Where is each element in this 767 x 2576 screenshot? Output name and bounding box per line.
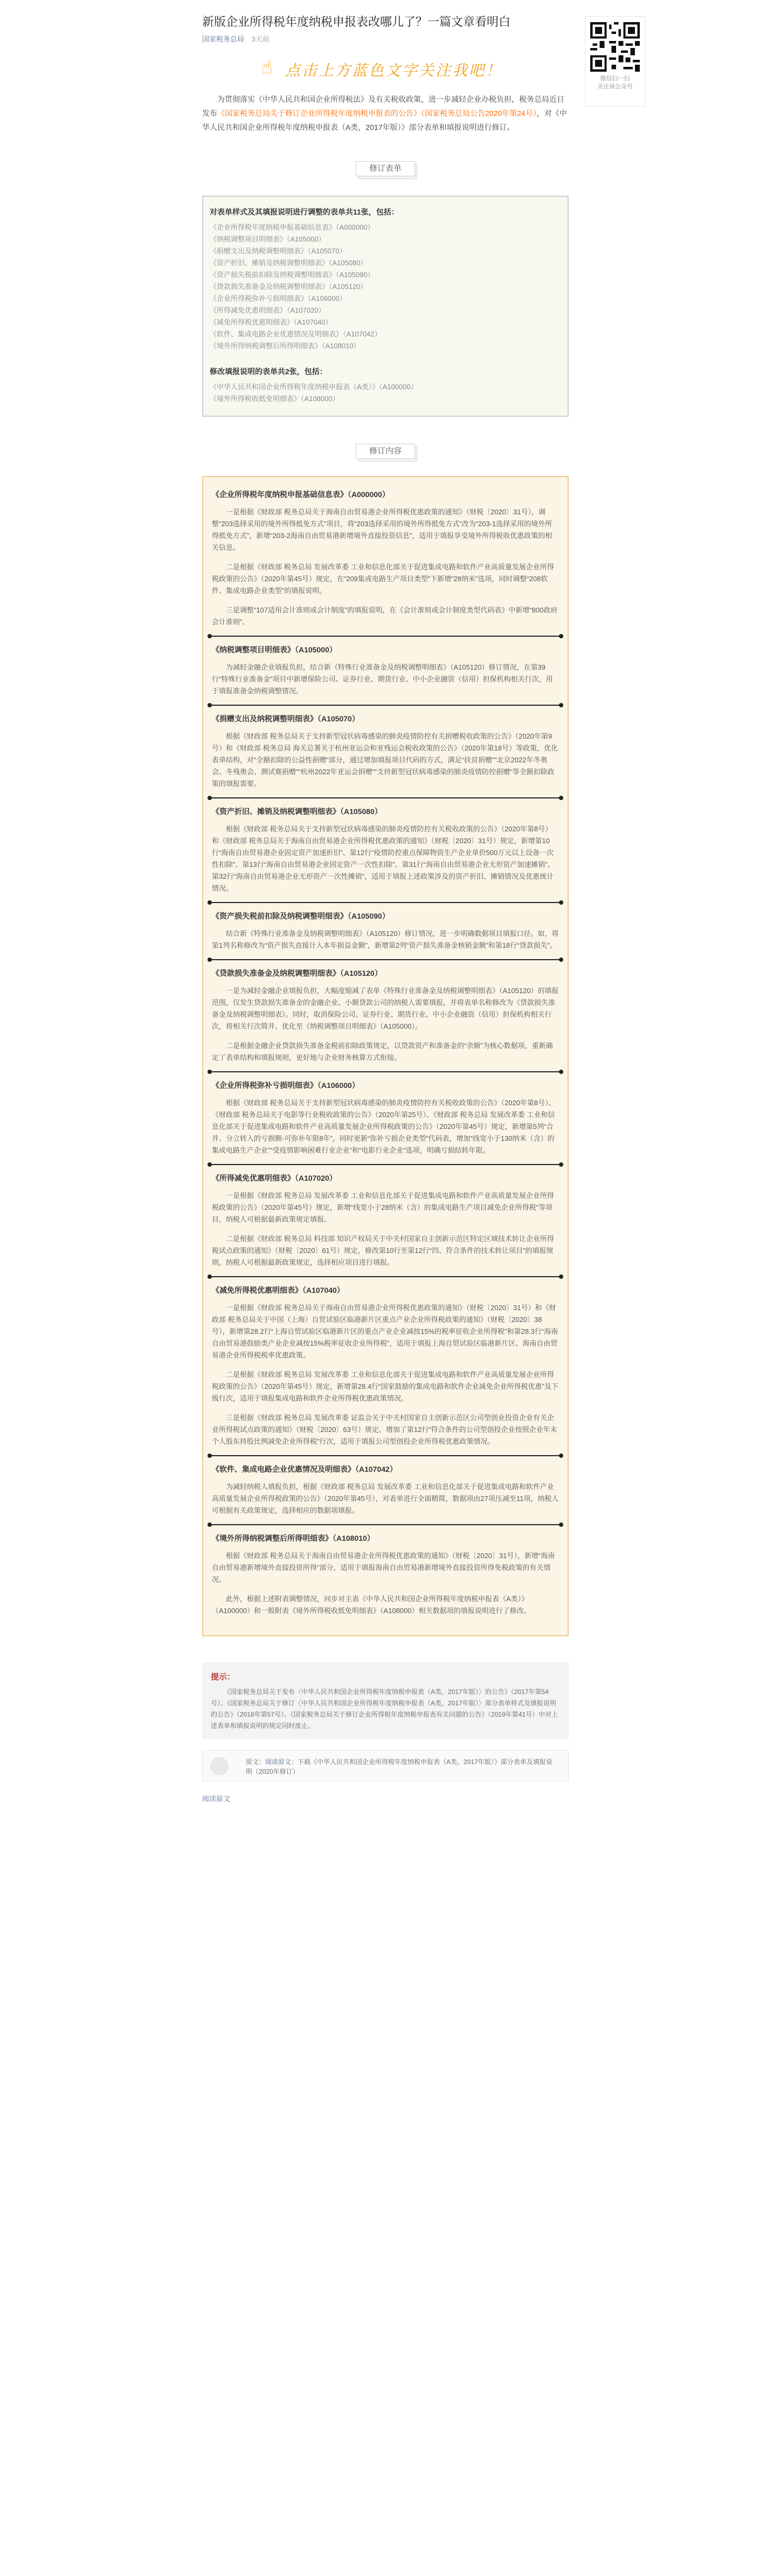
block-divider — [209, 705, 562, 706]
account-name-link[interactable]: 国家税务总局 — [202, 35, 245, 43]
revision-paragraph: 二是根据《财政部 税务总局 发展改革委 工业和信息化部关于促进集成电路和软件产业高质量发展企业所得税政策的公告》（2020年第45号）规定，新增第28.4行“国家鼓励的集成电路和软件企业减免企业所得税优惠”及下级行次，适用于填报集成电路和软件企业所得税优惠政策情况。 — [212, 1370, 558, 1402]
block-divider — [209, 1164, 562, 1165]
article-meta — [202, 33, 569, 44]
revision-block — [210, 1533, 561, 1617]
revision-block-title: 《所得减免优惠明细表》（A107020） — [212, 1174, 337, 1182]
block-divider — [209, 959, 562, 960]
revision-paragraph: 二是根据《财政部 税务总局 发展改革委 工业和信息化部关于促进集成电路和软件产业高质量发展企业所得税政策的公告》（2020年第45号）规定，在“209集成电路生产项目类型”下新增“28纳米”选项，同时调整“208软件、集成电路企业类型”的填报说明。 — [212, 563, 554, 595]
qr-caption-1: 微信扫一扫 — [600, 75, 630, 82]
read-more-text — [246, 1757, 558, 1776]
revision-block-title: 《境外所得纳税调整后所得明细表》（A108010） — [212, 1534, 375, 1542]
form-list-item: 《资产折旧、摊销及纳税调整明细表》（A105080） — [210, 259, 368, 267]
block-divider — [209, 1524, 562, 1525]
revision-block-title: 《软件、集成电路企业优惠情况及明细表》（A107042） — [212, 1465, 397, 1473]
article — [202, 14, 569, 1803]
block-divider — [209, 636, 562, 637]
revision-block — [210, 489, 561, 628]
form-list-item: 《资产损失税前扣除及纳税调整明细表》（A105090） — [210, 271, 375, 279]
revision-block-title: 《捐赠支出及纳税调整明细表》（A105070） — [212, 714, 360, 723]
form-list-box — [202, 196, 569, 417]
revision-paragraph: 一是根据《财政部 税务总局 发展改革委 工业和信息化部关于促进集成电路和软件产业高质量发展企业所得税政策的公告》（2020年第45号）规定，新增“线宽小于28纳米（含）的集成电路生产项目减免企业所得税”等项目，纳税人可根据最新政策规定填报。 — [212, 1191, 554, 1223]
revision-block-title: 《减免所得税优惠明细表》（A107040） — [212, 1286, 344, 1294]
revision-paragraph: 根据《财政部 税务总局关于支持新型冠状病毒感染的肺炎疫情防控有关捐赠税收政策的公告》（2020年第9号）和《财政部 税务总局 海关总署关于杭州亚运会和亚残运会税收政策的公告》（2020年第18号）等政策，优化表单结构，对“全额扣除的公益性捐赠”部分，通过增加填报项目代码的方式，满足“扶贫捐赠”“北京2022年冬奥会、冬残奥会、测试赛捐赠”“杭州2022年亚运会捐赠”“支持新型冠状病毒感染的肺炎疫情防控捐赠”等全额扣除政策的填报需要。 — [212, 732, 558, 788]
revision-paragraph: 二是根据金融企业贷款损失准备金税前扣除政策规定，以贷款资产和准备金的“余额”为核心数据项，重新确定了表单结构和填报规则，更好地与企业财务核算方式衔接。 — [212, 1042, 553, 1062]
revision-block — [210, 1464, 561, 1517]
form-list-item: 《纳税调整项目明细表》（A105000） — [210, 235, 326, 243]
revision-block-title: 《企业所得税年度纳税申报基础信息表》（A000000） — [212, 490, 390, 499]
intro-announcement-link: 《国家税务总局关于修订企业所得税年度纳税申报表的公告》（国家税务总局公告2020年第24号） — [217, 109, 537, 118]
revision-block — [210, 644, 561, 697]
section-header-forms — [356, 161, 415, 180]
form-list-item: 《企业所得税弥补亏损明细表》（A106000） — [210, 294, 347, 302]
read-more-prefix: 原文： — [246, 1758, 266, 1766]
read-more-link[interactable]: 阅读原文 — [265, 1758, 292, 1766]
block-divider — [209, 1276, 562, 1277]
form-list-item: 《捐赠支出及纳税调整明细表》（A105070） — [210, 247, 347, 255]
revision-paragraph: 根据《财政部 税务总局关于海南自由贸易港企业所得税优惠政策的通知》（财税〔2020〕31号），新增“海南自由贸易港新增境外直接投资所得”部分，适用于填报海南自由贸易港新增境外直接投资所得免税政策的有关情况。 — [212, 1552, 555, 1583]
revision-block — [210, 713, 561, 790]
publish-time: 3天前 — [251, 35, 270, 43]
revision-block-title: 《企业所得税弥补亏损明细表》（A106000） — [212, 1081, 360, 1090]
block-divider — [209, 902, 562, 903]
revision-block — [210, 1080, 561, 1156]
form-list-item: 《贷款损失准备金及纳税调整明细表》（A105120） — [210, 283, 368, 291]
form-list-item: 《减免所得税优惠明细表》（A107040） — [210, 318, 333, 326]
follow-prompt: 点击上方蓝色文字关注我吧！ — [285, 61, 503, 79]
qr-caption-2: 关注该公众号 — [597, 84, 633, 90]
read-more-desc: ：下载《中华人民共和国企业所得税年度纳税申报表（A类，2017年版）》部分表单及填报说明（2020年修订） — [246, 1758, 552, 1775]
section-label: 修订内容 — [369, 446, 402, 456]
tips-text: 《国家税务总局关于发布〈中华人民共和国企业所得税年度纳税申报表（A类，2017年版）〉的公告》（2017年第54号）、《国家税务总局关于修订〈中华人民共和国企业所得税年度纳税申报表（A类，2017年版）〉部分表单样式及填报说明的公告》（2018年第57号）、《国家税务总局关于修订企业所得税年度纳税申报表有关问题的公告》（2019年第41号）中对上述表单和填报说明的规定同时废止。 — [211, 1688, 558, 1730]
form-list-item: 《境外所得纳税调整后所得明细表》（A108010） — [210, 342, 361, 350]
revision-block — [210, 806, 561, 894]
revision-paragraph: 根据《财政部 税务总局关于支持新型冠状病毒感染的肺炎疫情防控有关税收政策的公告》（2020年第8号）和《财政部 税务总局关于海南自由贸易港企业所得税优惠政策的通知》（财税〔2020〕31号）规定，新增第10行“海南自由贸易港企业固定资产加速折旧”、第12行“疫情防控重点保障物资生产企业单价500万元以上设备一次性扣除”、第13行“海南自由贸易港企业固定资产一次性扣除”、第31行“海南自由贸易港企业无形资产加速摊销”、第32行“海南自由贸易港企业无形资产一次性摊销”，适用于填报上述政策涉及的资产折旧、摊销情况及优惠统计情况。 — [212, 825, 555, 892]
revision-block-title: 《纳税调整项目明细表》（A105000） — [212, 645, 337, 654]
qr-code-icon — [590, 22, 640, 72]
qr-code-panel — [585, 16, 645, 107]
read-original-link[interactable]: 阅读原文 — [202, 1795, 231, 1803]
read-more-card[interactable] — [202, 1750, 569, 1781]
form-list-heading-1: 对表单样式及其填报说明进行调整的表单共11张，包括： — [210, 208, 399, 216]
document-icon — [210, 1757, 229, 1775]
form-list-item: 《中华人民共和国企业所得税年度纳税申报表（A类）》（A100000） — [210, 383, 418, 391]
revision-paragraph: 此外，根据上述附表调整情况，同步对主表《中华人民共和国企业所得税年度纳税申报表（A类）》（A100000）和一般附表《境外所得税收抵免明细表》（A108000）相关数据项的填报说明进行了修改。 — [212, 1595, 531, 1615]
form-list-2 — [210, 381, 561, 405]
revision-content-box — [202, 476, 569, 1636]
intro-text-2: ，对《中华人民共和国企业所得税年度纳税申报表（A类，2017年版）》部分表单和填报说明进行修订。 — [202, 109, 567, 132]
intro-paragraph — [202, 92, 569, 134]
revision-block-title: 《资产折旧、摊销及纳税调整明细表》（A105080） — [212, 807, 382, 816]
form-list-item: 《企业所得税年度纳税申报基础信息表》（A000000） — [210, 223, 375, 231]
revision-paragraph: 一是根据《财政部 税务总局关于海南自由贸易港企业所得税优惠政策的通知》（财税〔2020〕31号）和《财政部 税务总局关于中国（上海）自贸试验区临港新片区重点产业企业所得税政策的通知》（财税〔2020〕38号），新增第28.2行“上海自贸试验区临港新片区的重点产业企业减按15%的税率征收企业所得税”和第28.3行“海南自由贸易港鼓励类产业企业减按15%税率征收企业所得税”，适用于填报上海自贸试验区临港新片区、海南自由贸易港企业所得税税率优惠政策。 — [212, 1304, 558, 1359]
block-divider — [209, 1455, 562, 1456]
section-header-content — [356, 444, 415, 462]
form-list-heading-2: 修改填报说明的表单共2张，包括： — [210, 367, 327, 376]
form-list-item: 《所得减免优惠明细表》（A107020） — [210, 306, 326, 314]
block-divider — [209, 1071, 562, 1072]
revision-paragraph: 一是根据《财政部 税务总局关于海南自由贸易港企业所得税优惠政策的通知》（财税〔2020〕31号），调整“203选择采用的境外所得抵免方式”项目，将“203选择采用的境外所得抵免方式”改为“203-1选择采用的境外所得抵免方式”，新增“203-2海南自由贸易港新增境外直接投资信息”，适用于填报享受境外所得税收优惠政策的相关信息。 — [212, 508, 552, 552]
revision-paragraph: 三是根据《财政部 税务总局 发展改革委 证监会关于中关村国家自主创新示范区公司型创业投资企业有关企业所得税试点政策的通知》（财税〔2020〕63号）规定，增加了第12行“符合条件的公司型创投企业按照企业年末个人股东持股比例减免企业所得税”行次，适用于填报公司型创投企业所得税优惠政策情况。 — [212, 1414, 557, 1445]
revision-paragraph: 为减轻纳税人填报负担，根据《财政部 税务总局 发展改革委 工业和信息化部关于促进集成电路和软件产业高质量发展企业所得税政策的公告》（2020年第45号），对表单进行全面精简，数据项由27项压减至11项，纳税人可根据有关政策规定，选择相应的数据项填报。 — [212, 1483, 559, 1514]
form-list-item: 《软件、集成电路企业优惠情况及明细表》（A107042） — [210, 330, 382, 338]
revision-paragraph: 三是调整“107适用会计准则或会计制度”的填报说明，在《会计准则或会计制度类型代码表》中新增“800政府会计准则”。 — [212, 606, 558, 626]
tips-box — [202, 1662, 569, 1739]
form-list-item: 《境外所得税收抵免明细表》（A108000） — [210, 395, 340, 403]
revision-block — [210, 911, 561, 952]
revision-paragraph: 根据《财政部 税务总局关于支持新型冠状病毒感染的肺炎疫情防控有关税收政策的公告》（2020年第8号）、《财政部 税务总局关于电影等行业税收政策的公告》（2020年第25号）、《财政部 税务总局 发展改革委 工业和信息化部关于促进集成电路和软件产业高质量发展企业所得税政策的公告》（2020年第45号）规定，新增第5列“合并、分立转入的亏损额-可弥补年限8年”，同时更新“弥补亏损企业类型”代码表，增加“线宽小于130纳米（含）的集成电路生产企业”“受疫情影响困难行业企业”和“电影行业企业”选项，明确亏损结转年限。 — [212, 1099, 556, 1154]
revision-paragraph: 为减轻金融企业填报负担，结合新《特殊行业准备金及纳税调整明细表》（A105120）修订情况，在第39行“特殊行业准备金”项目中新增保险公司、证券行业、期货行业、中小企业融资（信用）担保机构相关行次，用于填报准备金纳税调整情况。 — [212, 663, 553, 695]
block-divider — [209, 797, 562, 798]
form-list-1 — [210, 222, 561, 352]
article-title: 新版企业所得税年度纳税申报表改哪儿了？一篇文章看明白 — [202, 15, 511, 29]
revision-block-title: 《资产损失税前扣除及纳税调整明细表》（A105090） — [212, 912, 390, 920]
pointing-hand-icon: ☝ — [261, 57, 273, 78]
revision-block — [210, 968, 561, 1064]
intro-text-1: 为贯彻落实《中华人民共和国企业所得税法》及有关税收政策，进一步减轻企业办税负担，税务总局近日发布 — [202, 95, 564, 118]
revision-block — [210, 1173, 561, 1269]
tips-title: 提示： — [211, 1672, 236, 1682]
revision-block — [210, 1285, 561, 1448]
revision-paragraph: 二是根据《财政部 税务总局 科技部 知识产权局关于中关村国家自主创新示范区特定区域技术转让企业所得税试点政策的通知》（财税〔2020〕61号）规定，修改第10行至第12行“四、符合条件的技术转让项目”的填报规则，纳税人可根据最新政策规定，选择相应项目进行填报。 — [212, 1235, 554, 1266]
section-label: 修订表单 — [369, 164, 402, 173]
revision-paragraph: 结合新《特殊行业准备金及纳税调整明细表》（A105120）修订情况，进一步明确数据项目填报口径。如，将第1列名称修改为“资产损失直接计入本年损益金额”，新增第2列“资产损失准备金核销金额”和第18行“贷款损失”。 — [212, 929, 559, 949]
follow-banner — [261, 54, 509, 80]
revision-paragraph: 一是为减轻金融企业填报负担，大幅度缩减了表单《特殊行业准备金及纳税调整明细表》（A105120）的填报范围，仅发生贷款损失准备金的金融企业、小额贷款公司的纳税人需要填报，并将表单名称修改为《贷款损失准备金及纳税调整明细表》。同时，取消保险公司、证券行业、期货行业、中小企业融资（信用）担保机构相关行次，将相关行次简并、优化至《纳税调整项目明细表》（A105000）。 — [212, 987, 559, 1030]
revision-block-title: 《贷款损失准备金及纳税调整明细表》（A105120） — [212, 969, 382, 977]
